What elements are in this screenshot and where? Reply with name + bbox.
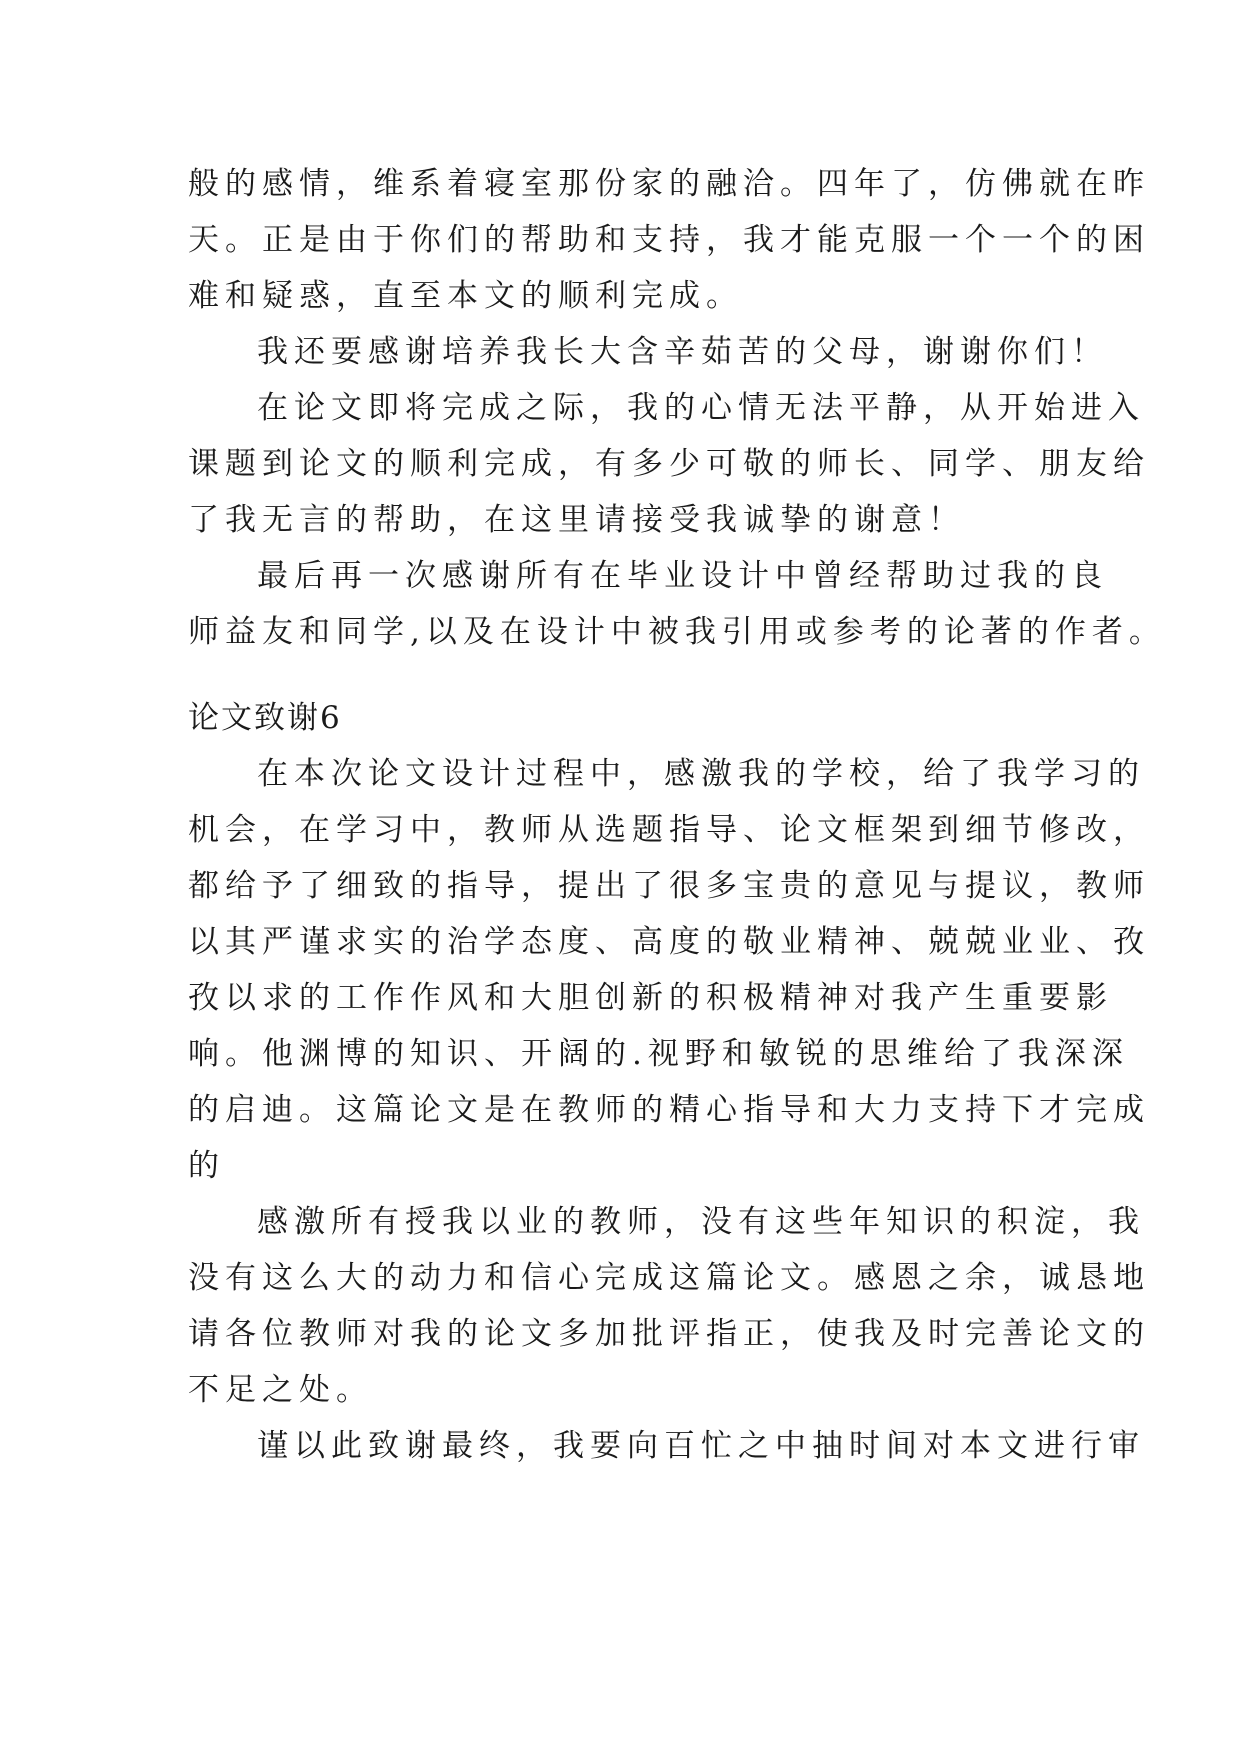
paragraph-line: 课题到论文的顺利完成，有多少可敬的师长、同学、朋友给	[188, 446, 1150, 482]
paragraph-line: 都给予了细致的指导，提出了很多宝贵的意见与提议，教师	[188, 868, 1150, 904]
paragraph-line: 请各位教师对我的论文多加批评指正，使我及时完善论文的	[188, 1316, 1150, 1352]
section-heading: 论文致谢6	[188, 700, 342, 736]
paragraph-line: 谨以此致谢最终，我要向百忙之中抽时间对本文进行审	[257, 1428, 1145, 1464]
paragraph-line: 难和疑惑，直至本文的顺利完成。	[188, 278, 743, 314]
paragraph-line: 机会，在学习中，教师从选题指导、论文框架到细节修改，	[188, 812, 1150, 848]
paragraph-line: 最后再一次感谢所有在毕业设计中曾经帮助过我的良	[257, 558, 1108, 594]
paragraph-line: 不足之处。	[188, 1372, 373, 1408]
paragraph-line: 在本次论文设计过程中，感激我的学校，给了我学习的	[257, 756, 1145, 792]
paragraph-line: 般的感情，维系着寝室那份家的融洽。四年了，仿佛就在昨	[188, 166, 1150, 202]
document-body	[188, 156, 1166, 1474]
paragraph-line: 我还要感谢培养我长大含辛茹苦的父母，谢谢你们！	[257, 334, 1108, 370]
paragraph-line: 在论文即将完成之际，我的心情无法平静，从开始进入	[257, 390, 1145, 426]
paragraph-line: 天。正是由于你们的帮助和支持，我才能克服一个一个的困	[188, 222, 1150, 258]
paragraph-line: 了我无言的帮助，在这里请接受我诚挚的谢意！	[188, 502, 965, 538]
paragraph-line: 的启迪。这篇论文是在教师的精心指导和大力支持下才完成	[188, 1092, 1150, 1128]
paragraph-line: 以其严谨求实的治学态度、高度的敬业精神、兢兢业业、孜	[188, 924, 1150, 960]
paragraph-line: 的	[188, 1148, 225, 1184]
paragraph-line: 师益友和同学,以及在设计中被我引用或参考的论著的作者。	[188, 614, 1166, 650]
section-gap	[188, 660, 1068, 690]
paragraph-line: 没有这么大的动力和信心完成这篇论文。感恩之余，诚恳地	[188, 1260, 1150, 1296]
paragraph-line: 感激所有授我以业的教师，没有这些年知识的积淀，我	[257, 1204, 1145, 1240]
paragraph-line: 孜以求的工作作风和大胆创新的积极精神对我产生重要影	[188, 980, 1113, 1016]
paragraph-line: 响。他渊博的知识、开阔的.视野和敏锐的思维给了我深深	[188, 1036, 1129, 1072]
